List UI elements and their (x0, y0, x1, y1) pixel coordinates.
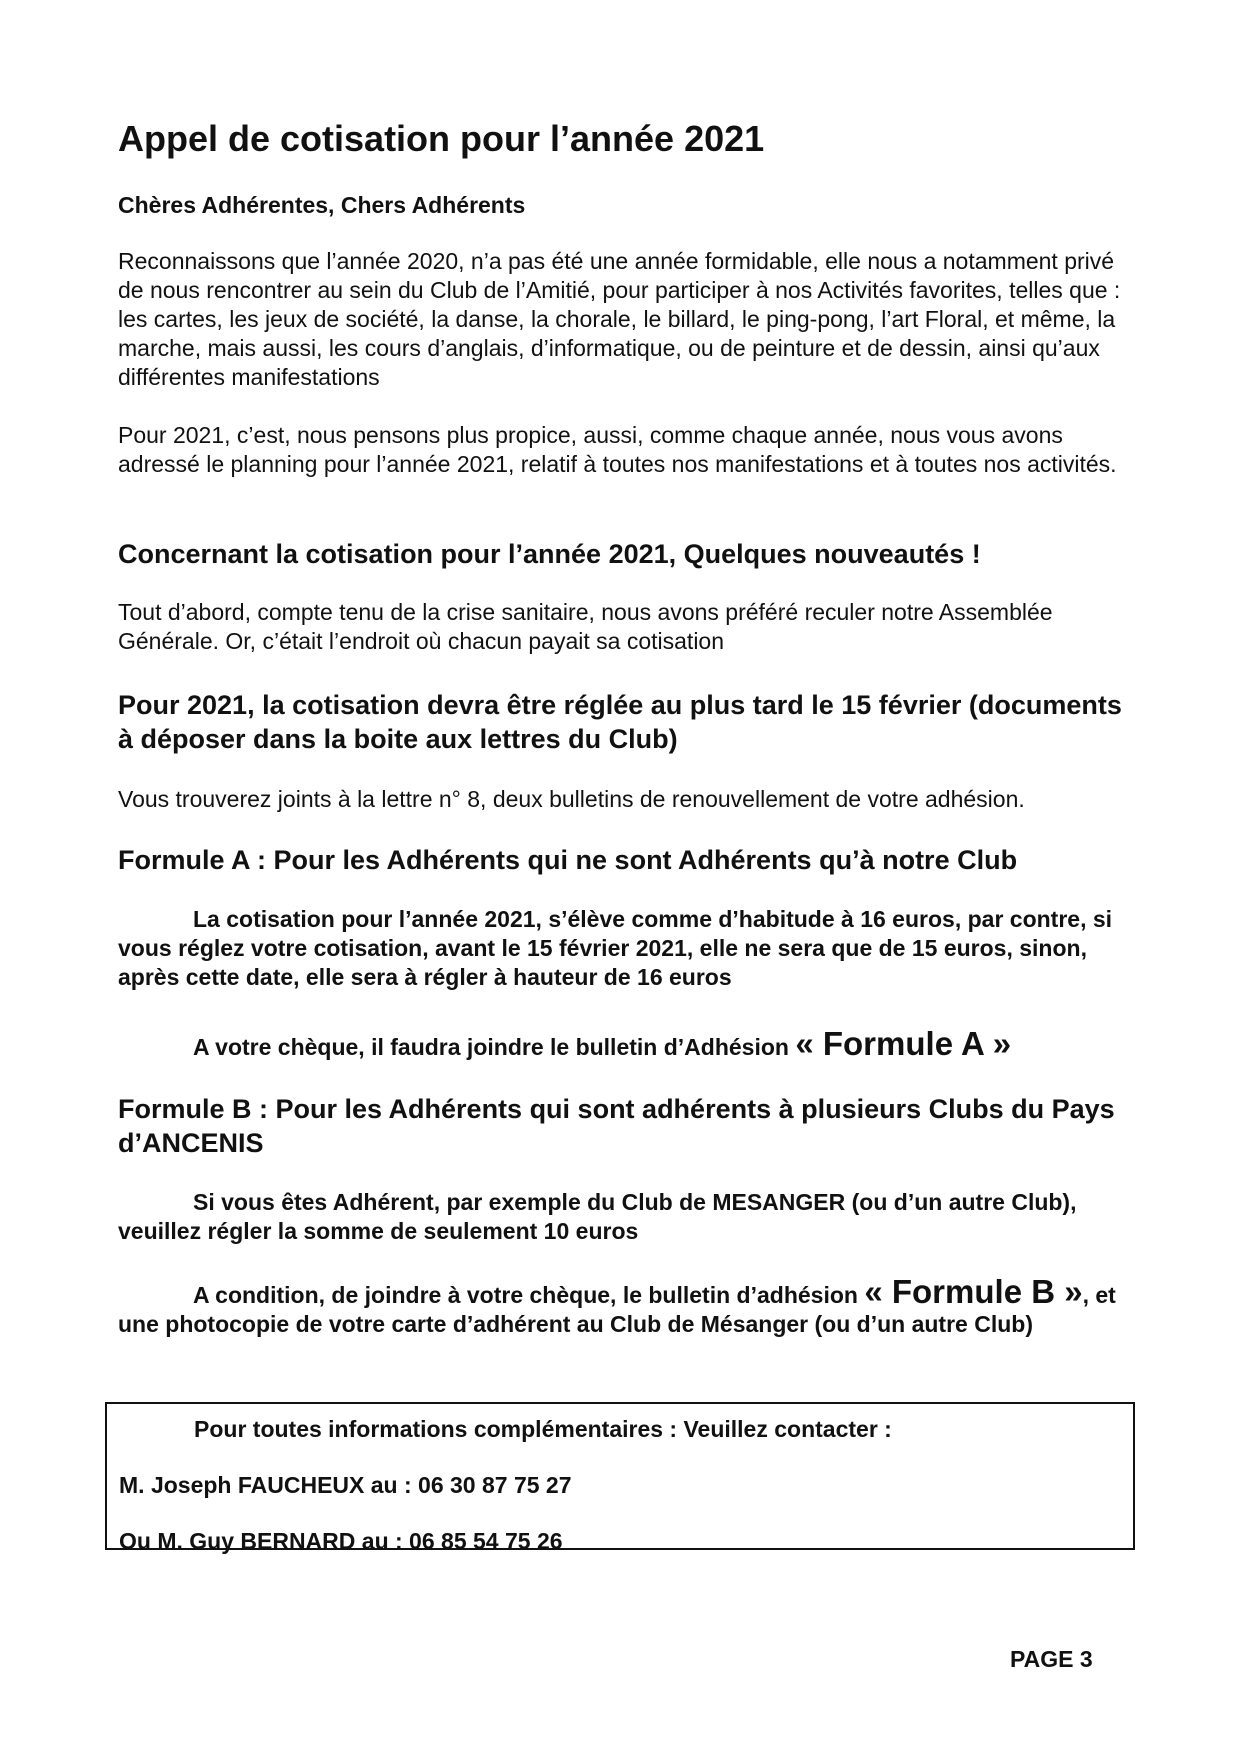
formule-b-note-suffix: , et une photocopie de votre carte d’adhérent au Club de Mésanger (ou d’un autre Club) (118, 1282, 1116, 1337)
salutation: Chères Adhérentes, Chers Adhérents (118, 192, 526, 218)
formule-b-emphasis: « Formule B » (864, 1273, 1083, 1310)
contact-bernard: Ou M. Guy BERNARD au : 06 85 54 75 26 (119, 1528, 563, 1554)
intro-paragraph: Reconnaissons que l’année 2020, n’a pas été une année formidable, elle nous a notamment privé de nous rencontrer au sein du Club de l’Amitié, pour participer à nos Activités favorites, telles que : les cartes, les jeux de société, la danse, la chorale, le billard, le ping-pong, l’art Floral, et même, la marche, mais aussi, les cours d’anglais, d’informatique, ou de peinture et de dessin, ainsi qu’aux différentes manifestations (118, 248, 1121, 390)
formule-a-note-prefix: A votre chèque, il faudra joindre le bulletin d’Adhésion (193, 1034, 789, 1060)
contact-box (105, 1402, 1135, 1554)
page-number: PAGE 3 (1010, 1646, 1093, 1672)
formule-b-text: Si vous êtes Adhérent, par exemple du Club de MESANGER (ou d’un autre Club), veuillez régler la somme de seulement 10 euros (118, 1189, 1077, 1244)
nouveautes-heading: Concernant la cotisation pour l’année 2021, Quelques nouveautés ! (118, 539, 981, 569)
formule-a-note (118, 1024, 1128, 1067)
deadline-heading: Pour 2021, la cotisation devra être réglée au plus tard le 15 février (documents à déposer dans la boite aux lettres du Club) (118, 690, 1122, 754)
page-title: Appel de cotisation pour l’année 2021 (118, 118, 765, 159)
formule-b-heading: Formule B : Pour les Adhérents qui sont adhérents à plusieurs Clubs du Pays d’ANCENIS (118, 1094, 1115, 1158)
formule-b-note-prefix: A condition, de joindre à votre chèque, le bulletin d’adhésion (193, 1282, 858, 1308)
contact-faucheux: M. Joseph FAUCHEUX au : 06 30 87 75 27 (119, 1472, 572, 1498)
formule-a-emphasis: « Formule A » (795, 1025, 1012, 1062)
formule-a-text: La cotisation pour l’année 2021, s’élève comme d’habitude à 16 euros, par contre, si vous réglez votre cotisation, avant le 15 février 2021, elle ne sera que de 15 euros, sinon, après cette date, elle sera à régler à hauteur de 16 euros (118, 906, 1113, 990)
assemblee-paragraph: Tout d’abord, compte tenu de la crise sanitaire, nous avons préféré reculer notre Assemblée Générale. Or, c’était l’endroit où chacun payait sa cotisation (118, 599, 1053, 654)
planning-paragraph: Pour 2021, c’est, nous pensons plus propice, aussi, comme chaque année, nous vous avons adressé le planning pour l’année 2021, relatif à toutes nos manifestations et à toutes nos activités. (118, 422, 1117, 477)
formule-a-heading: Formule A : Pour les Adhérents qui ne sont Adhérents qu’à notre Club (118, 845, 1018, 875)
formule-b-note (118, 1273, 1128, 1339)
contact-intro: Pour toutes informations complémentaires : Veuillez contacter : (194, 1416, 892, 1442)
bulletins-paragraph: Vous trouverez joints à la lettre n° 8, deux bulletins de renouvellement de votre adhésion. (118, 786, 1025, 812)
